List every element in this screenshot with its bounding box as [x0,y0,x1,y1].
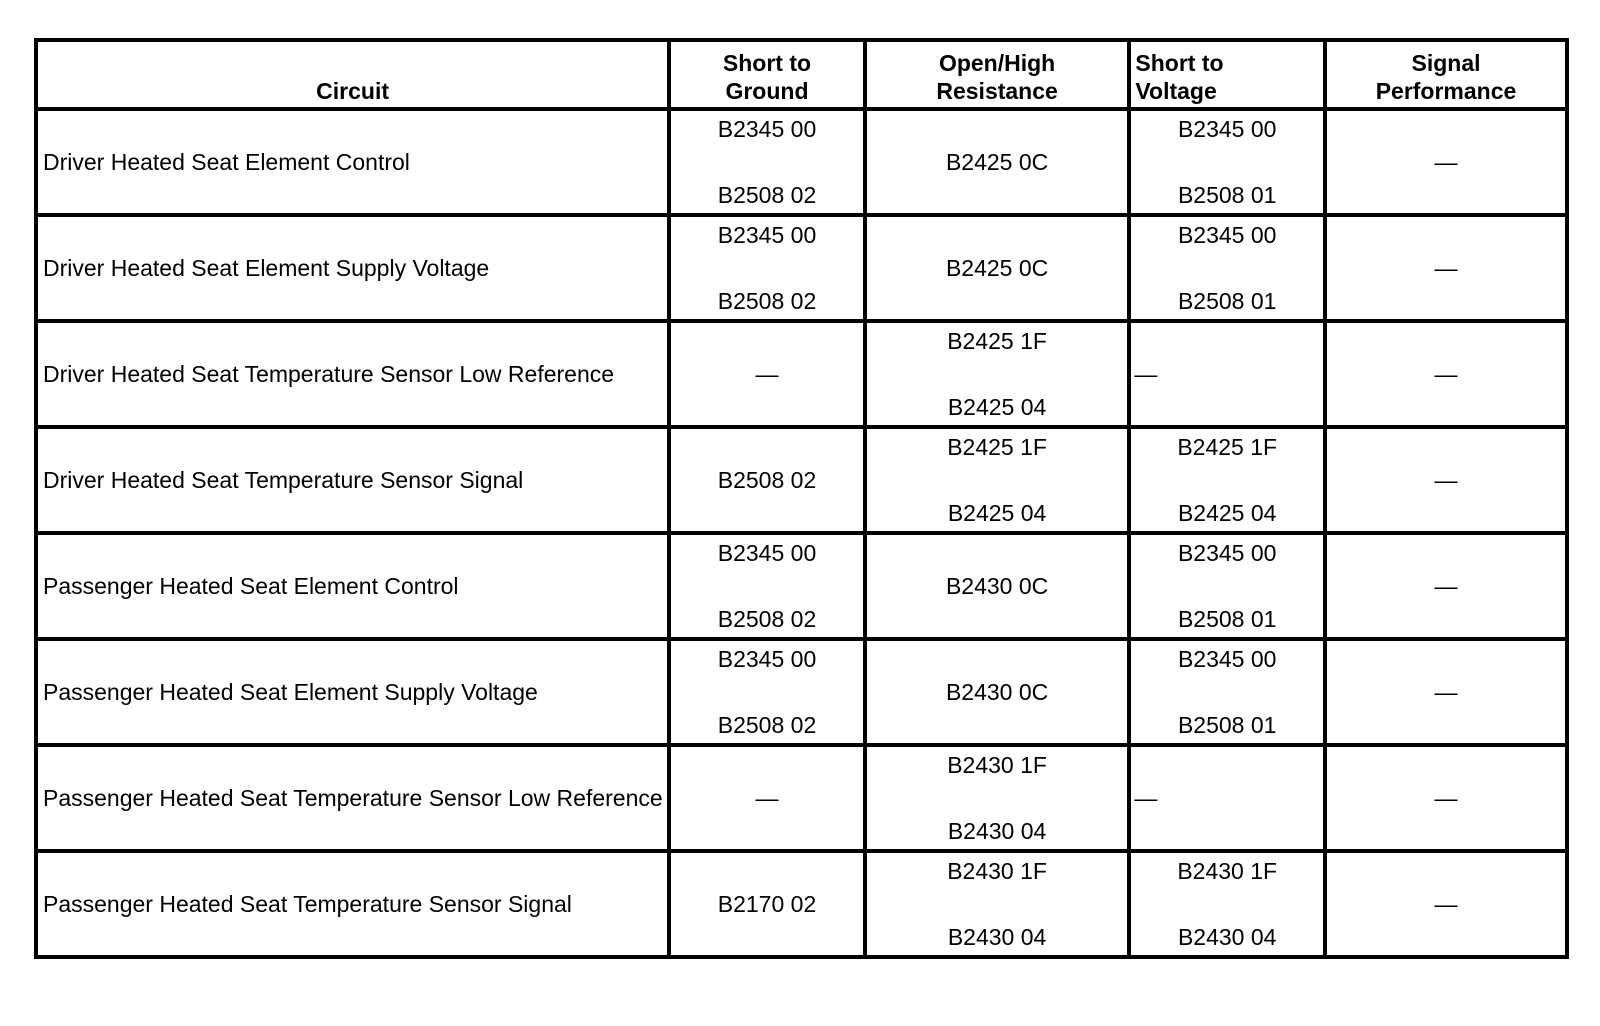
circuit-cell: Passenger Heated Seat Temperature Sensor Signal [36,851,669,957]
short-to-voltage-cell [1129,427,1325,533]
dtc-code: B2345 00 [1177,646,1277,672]
dtc-code: B2430 0C [945,679,1049,705]
header-short-to-voltage: Short to Voltage [1129,40,1325,109]
signal-performance-cell [1325,639,1567,745]
short-to-voltage-cell [1129,533,1325,639]
short-to-ground-cell [669,215,865,321]
dtc-code: B2425 04 [947,394,1047,420]
circuit-cell: Passenger Heated Seat Temperature Sensor Low Reference [36,745,669,851]
dtc-code: B2345 00 [717,222,817,248]
dtc-code: B2508 01 [1177,712,1277,738]
open-high-resistance-cell [865,109,1130,215]
header-row [36,40,1567,109]
dtc-code: — [755,785,779,811]
dtc-code: B2425 1F [947,328,1047,354]
circuit-cell: Passenger Heated Seat Element Supply Voltage [36,639,669,745]
short-to-ground-cell [669,533,865,639]
dtc-code: B2508 01 [1177,182,1277,208]
dtc-code: B2430 1F [947,858,1047,884]
circuit-cell: Driver Heated Seat Temperature Sensor Low Reference [36,321,669,427]
dtc-code: — [1434,679,1458,705]
dtc-code: B2430 1F [1177,858,1278,884]
header-circuit: Circuit [36,40,669,109]
dtc-code: — [755,361,779,387]
dtc-code: B2425 0C [945,149,1049,175]
dtc-code: B2508 02 [717,467,817,493]
dtc-code: B2508 01 [1177,606,1277,632]
dtc-code: B2345 00 [1177,116,1277,142]
short-to-ground-cell [669,321,865,427]
signal-performance-cell [1325,427,1567,533]
dtc-code: B2425 0C [945,255,1049,281]
dtc-code: — [1434,255,1458,281]
dtc-code: B2508 02 [717,288,817,314]
signal-performance-cell [1325,321,1567,427]
dtc-code: B2425 1F [947,434,1047,460]
dtc-code: B2345 00 [717,646,817,672]
dtc-code: B2508 02 [717,712,817,738]
header-short-to-ground: Short to Ground [669,40,865,109]
short-to-voltage-cell [1129,109,1325,215]
dtc-code: B2425 04 [1177,500,1277,526]
table-row [36,427,1567,533]
header-signal-performance: Signal Performance [1325,40,1567,109]
short-to-ground-cell [669,109,865,215]
dtc-code: B2425 1F [1177,434,1278,460]
short-to-ground-cell [669,851,865,957]
dtc-code: B2430 1F [947,752,1047,778]
dtc-table [34,38,1569,959]
open-high-resistance-cell [865,639,1130,745]
dtc-code: — [1134,785,1158,811]
short-to-voltage-cell [1129,215,1325,321]
dtc-code: — [1434,891,1458,917]
dtc-code: B2170 02 [717,891,817,917]
dtc-code: B2430 0C [945,573,1049,599]
dtc-code: — [1434,149,1458,175]
short-to-voltage-cell [1129,745,1325,851]
dtc-code: B2430 04 [1177,924,1277,950]
short-to-ground-cell [669,639,865,745]
signal-performance-cell [1325,745,1567,851]
table-row [36,215,1567,321]
dtc-code: — [1134,361,1158,387]
dtc-code: B2508 02 [717,182,817,208]
table-row [36,851,1567,957]
dtc-code: B2345 00 [1177,222,1277,248]
short-to-ground-cell [669,745,865,851]
circuit-cell: Driver Heated Seat Element Control [36,109,669,215]
dtc-code: B2430 04 [947,818,1047,844]
table-row [36,639,1567,745]
open-high-resistance-cell [865,321,1130,427]
open-high-resistance-cell [865,745,1130,851]
signal-performance-cell [1325,851,1567,957]
open-high-resistance-cell [865,215,1130,321]
table-row [36,533,1567,639]
table-row [36,745,1567,851]
short-to-voltage-cell [1129,321,1325,427]
dtc-code: B2508 02 [717,606,817,632]
table-row [36,109,1567,215]
dtc-code: B2345 00 [717,116,817,142]
dtc-code: B2345 00 [717,540,817,566]
dtc-code: B2430 04 [947,924,1047,950]
dtc-code: B2508 01 [1177,288,1277,314]
circuit-cell: Passenger Heated Seat Element Control [36,533,669,639]
short-to-voltage-cell [1129,639,1325,745]
header-open-high-resistance: Open/High Resistance [865,40,1130,109]
short-to-voltage-cell [1129,851,1325,957]
signal-performance-cell [1325,215,1567,321]
circuit-cell: Driver Heated Seat Temperature Sensor Signal [36,427,669,533]
table-row [36,321,1567,427]
short-to-ground-cell [669,427,865,533]
dtc-code: B2425 04 [947,500,1047,526]
open-high-resistance-cell [865,427,1130,533]
dtc-code: B2345 00 [1177,540,1277,566]
dtc-code: — [1434,467,1458,493]
dtc-code: — [1434,573,1458,599]
dtc-code: — [1434,785,1458,811]
circuit-cell: Driver Heated Seat Element Supply Voltage [36,215,669,321]
dtc-code: — [1434,361,1458,387]
open-high-resistance-cell [865,533,1130,639]
signal-performance-cell [1325,109,1567,215]
signal-performance-cell [1325,533,1567,639]
open-high-resistance-cell [865,851,1130,957]
